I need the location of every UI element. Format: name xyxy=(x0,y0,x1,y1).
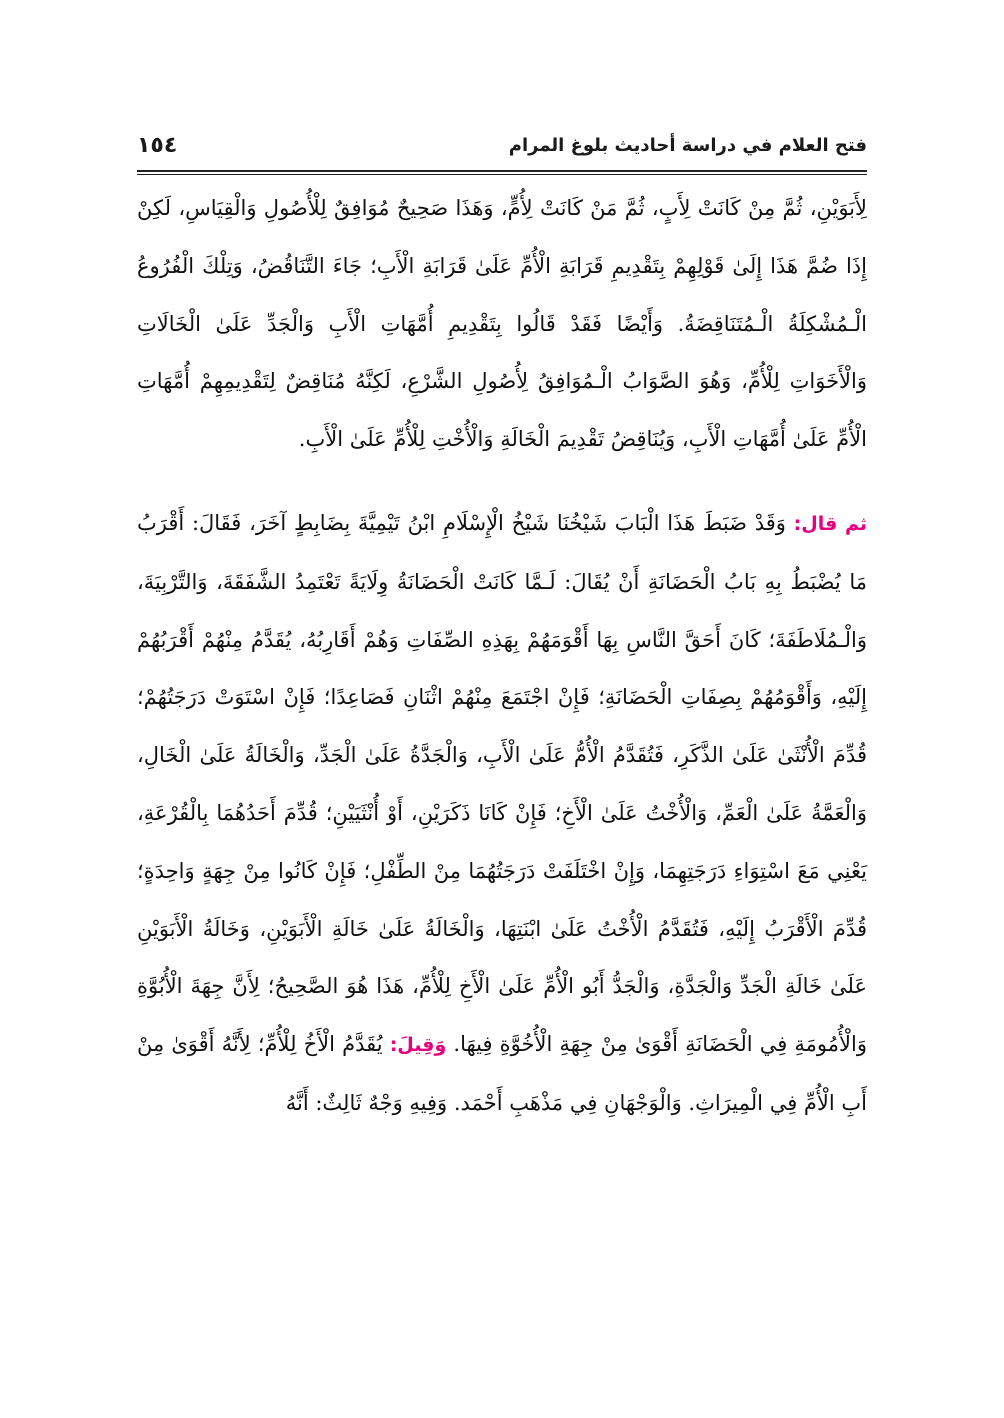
header-rule-thick xyxy=(137,170,867,172)
paragraph-2-inline-label: وَقِيلَ: xyxy=(389,1034,447,1057)
paragraph-1 xyxy=(137,180,867,469)
paragraph-1-text: لِأَبَوَيْنِ، ثُمَّ مِنْ كَانَتْ لِأَبٍ، ثُمَّ مَنْ كَانَتْ لِأُمٍّ، وَهَذَا صَحِيحٌ مُوَافِقٌ لِلْأُصُولِ وَالْقِيَاسِ، لَكِنْ إِذَا ضُمَّ هَذَا إِلَىٰ قَوْلِهِمْ بِتَقْدِيمِ قَرَابَةِ الْأُمِّ عَلَىٰ قَرَابَةِ الْأَبِ؛ جَاءَ التَّنَاقُضُ، وَتِلْكَ الْفُرُوعُ الْـمُشْكِلَةُ الْـمُتَنَاقِضَةُ. وَأَيْضًا فَقَدْ قَالُوا بِتَقْدِيمِ أُمَّهَاتِ الْأَبِ وَالْجَدِّ عَلَىٰ الْخَالَاتِ وَالْأَخَوَاتِ لِلْأُمِّ، وَهُوَ الصَّوَابُ الْـمُوَافِقُ لِأُصُولِ الشَّرْعِ، لَكِنَّهُ مُنَاقِضٌ لِتَقْدِيمِهِمْ أُمَّهَاتِ الْأُمِّ عَلَىٰ أُمَّهَاتِ الْأَبِ، وَيُنَاقِضُ تَقْدِيمَ الْخَالَةِ وَالْأُخْتِ لِلْأُمِّ عَلَىٰ الْأَبِ. xyxy=(137,196,867,452)
paragraph-2 xyxy=(137,495,867,1133)
paragraph-2-label: ثم قال: xyxy=(793,512,867,535)
paragraph-2-text-b: يُقَدَّمُ الْأَخُ لِلْأُمِّ؛ لِأَنَّهُ أَقْوَىٰ مِنْ أَبِ الْأُمِّ فِي الْمِيرَاثِ. وَالْوَجْهَانِ فِي مَذْهَبِ أَحْمَد. وَفِيهِ وَجْهٌ ثَالِثٌ: أَنَّهُ xyxy=(137,1032,867,1115)
paragraph-2-text-a: وَقَدْ ضَبَطَ هَذَا الْبَابَ شَيْخُنَا شَيْخُ الْإِسْلَامِ ابْنُ تَيْمِيَّةَ بِضَابِطٍ آخَرَ، فَقَالَ: أَقْرَبُ مَا يُضْبَطُ بِهِ بَابُ الْحَضَانَةِ أَنْ يُقَالَ: لَـمَّا كَانَتْ الْحَضَانَةُ وِلَايَةً تَعْتَمِدُ الشَّفَقَةَ، وَالتَّرْبِيَةَ، وَالْـمُلَاطَفَةَ؛ كَانَ أَحَقَّ النَّاسِ بِهَا أَقْوَمَهُمْ بِهَذِهِ الصِّفَاتِ وَهُمْ أَقَارِبُهُ، يُقَدَّمُ مِنْهُمْ أَقْرَبُهُمْ إِلَيْهِ، وَأَقْوَمُهُمْ بِصِفَاتِ الْحَضَانَةِ؛ فَإِنْ اجْتَمَعَ مِنْهُمْ اثْنَانِ فَصَاعِدًا؛ فَإِنْ اسْتَوَتْ دَرَجَتُهُمْ؛ قُدِّمَ الْأُنْثَىٰ عَلَىٰ الذَّكَرِ، فَتُقَدَّمُ الْأُمُّ عَلَىٰ الْأَبِ، وَالْجَدَّةُ عَلَىٰ الْجَدِّ، وَالْخَالَةُ عَلَىٰ الْخَالِ، وَالْعَمَّةُ عَلَىٰ الْعَمِّ، وَالْأُخْتُ عَلَىٰ الْأَخِ؛ فَإِنْ كَانَا ذَكَرَيْنِ، أَوْ أُنْثَيَيْنِ؛ قُدِّمَ أَحَدُهُمَا بِالْقُرْعَةِ، يَعْنِي مَعَ اسْتِوَاءِ دَرَجَتِهِمَا، وَإِنْ اخْتَلَفَتْ دَرَجَتُهُمَا مِنْ الطِّفْلِ؛ فَإِنْ كَانُوا مِنْ جِهَةٍ وَاحِدَةٍ؛ قُدِّمَ الْأَقْرَبُ إِلَيْهِ، فَتُقَدَّمُ الْأُخْتُ عَلَىٰ ابْنَتِهَا، وَالْخَالَةُ عَلَىٰ خَالَةِ الْأَبَوَيْنِ، وَخَالَةُ الْأَبَوَيْنِ عَلَىٰ خَالَةِ الْجَدِّ وَالْجَدَّةِ، وَالْجَدُّ أَبُو الْأُمِّ عَلَىٰ الْأَخِ لِلْأُمِّ، هَذَا هُوَ الصَّحِيحُ؛ لِأَنَّ جِهَةَ الْأُبُوَّةِ وَالْأُمُومَةِ فِي الْحَضَانَةِ أَقْوَىٰ مِنْ جِهَةِ الْأُخُوَّةِ فِيهَا. xyxy=(137,510,867,1057)
book-title: فتح العلام في دراسة أحاديث بلوغ المرام xyxy=(508,135,867,156)
page-number: ١٥٤ xyxy=(137,133,178,158)
header-rule-thin xyxy=(137,174,867,175)
body-text xyxy=(137,180,867,1133)
page-header xyxy=(137,133,867,167)
